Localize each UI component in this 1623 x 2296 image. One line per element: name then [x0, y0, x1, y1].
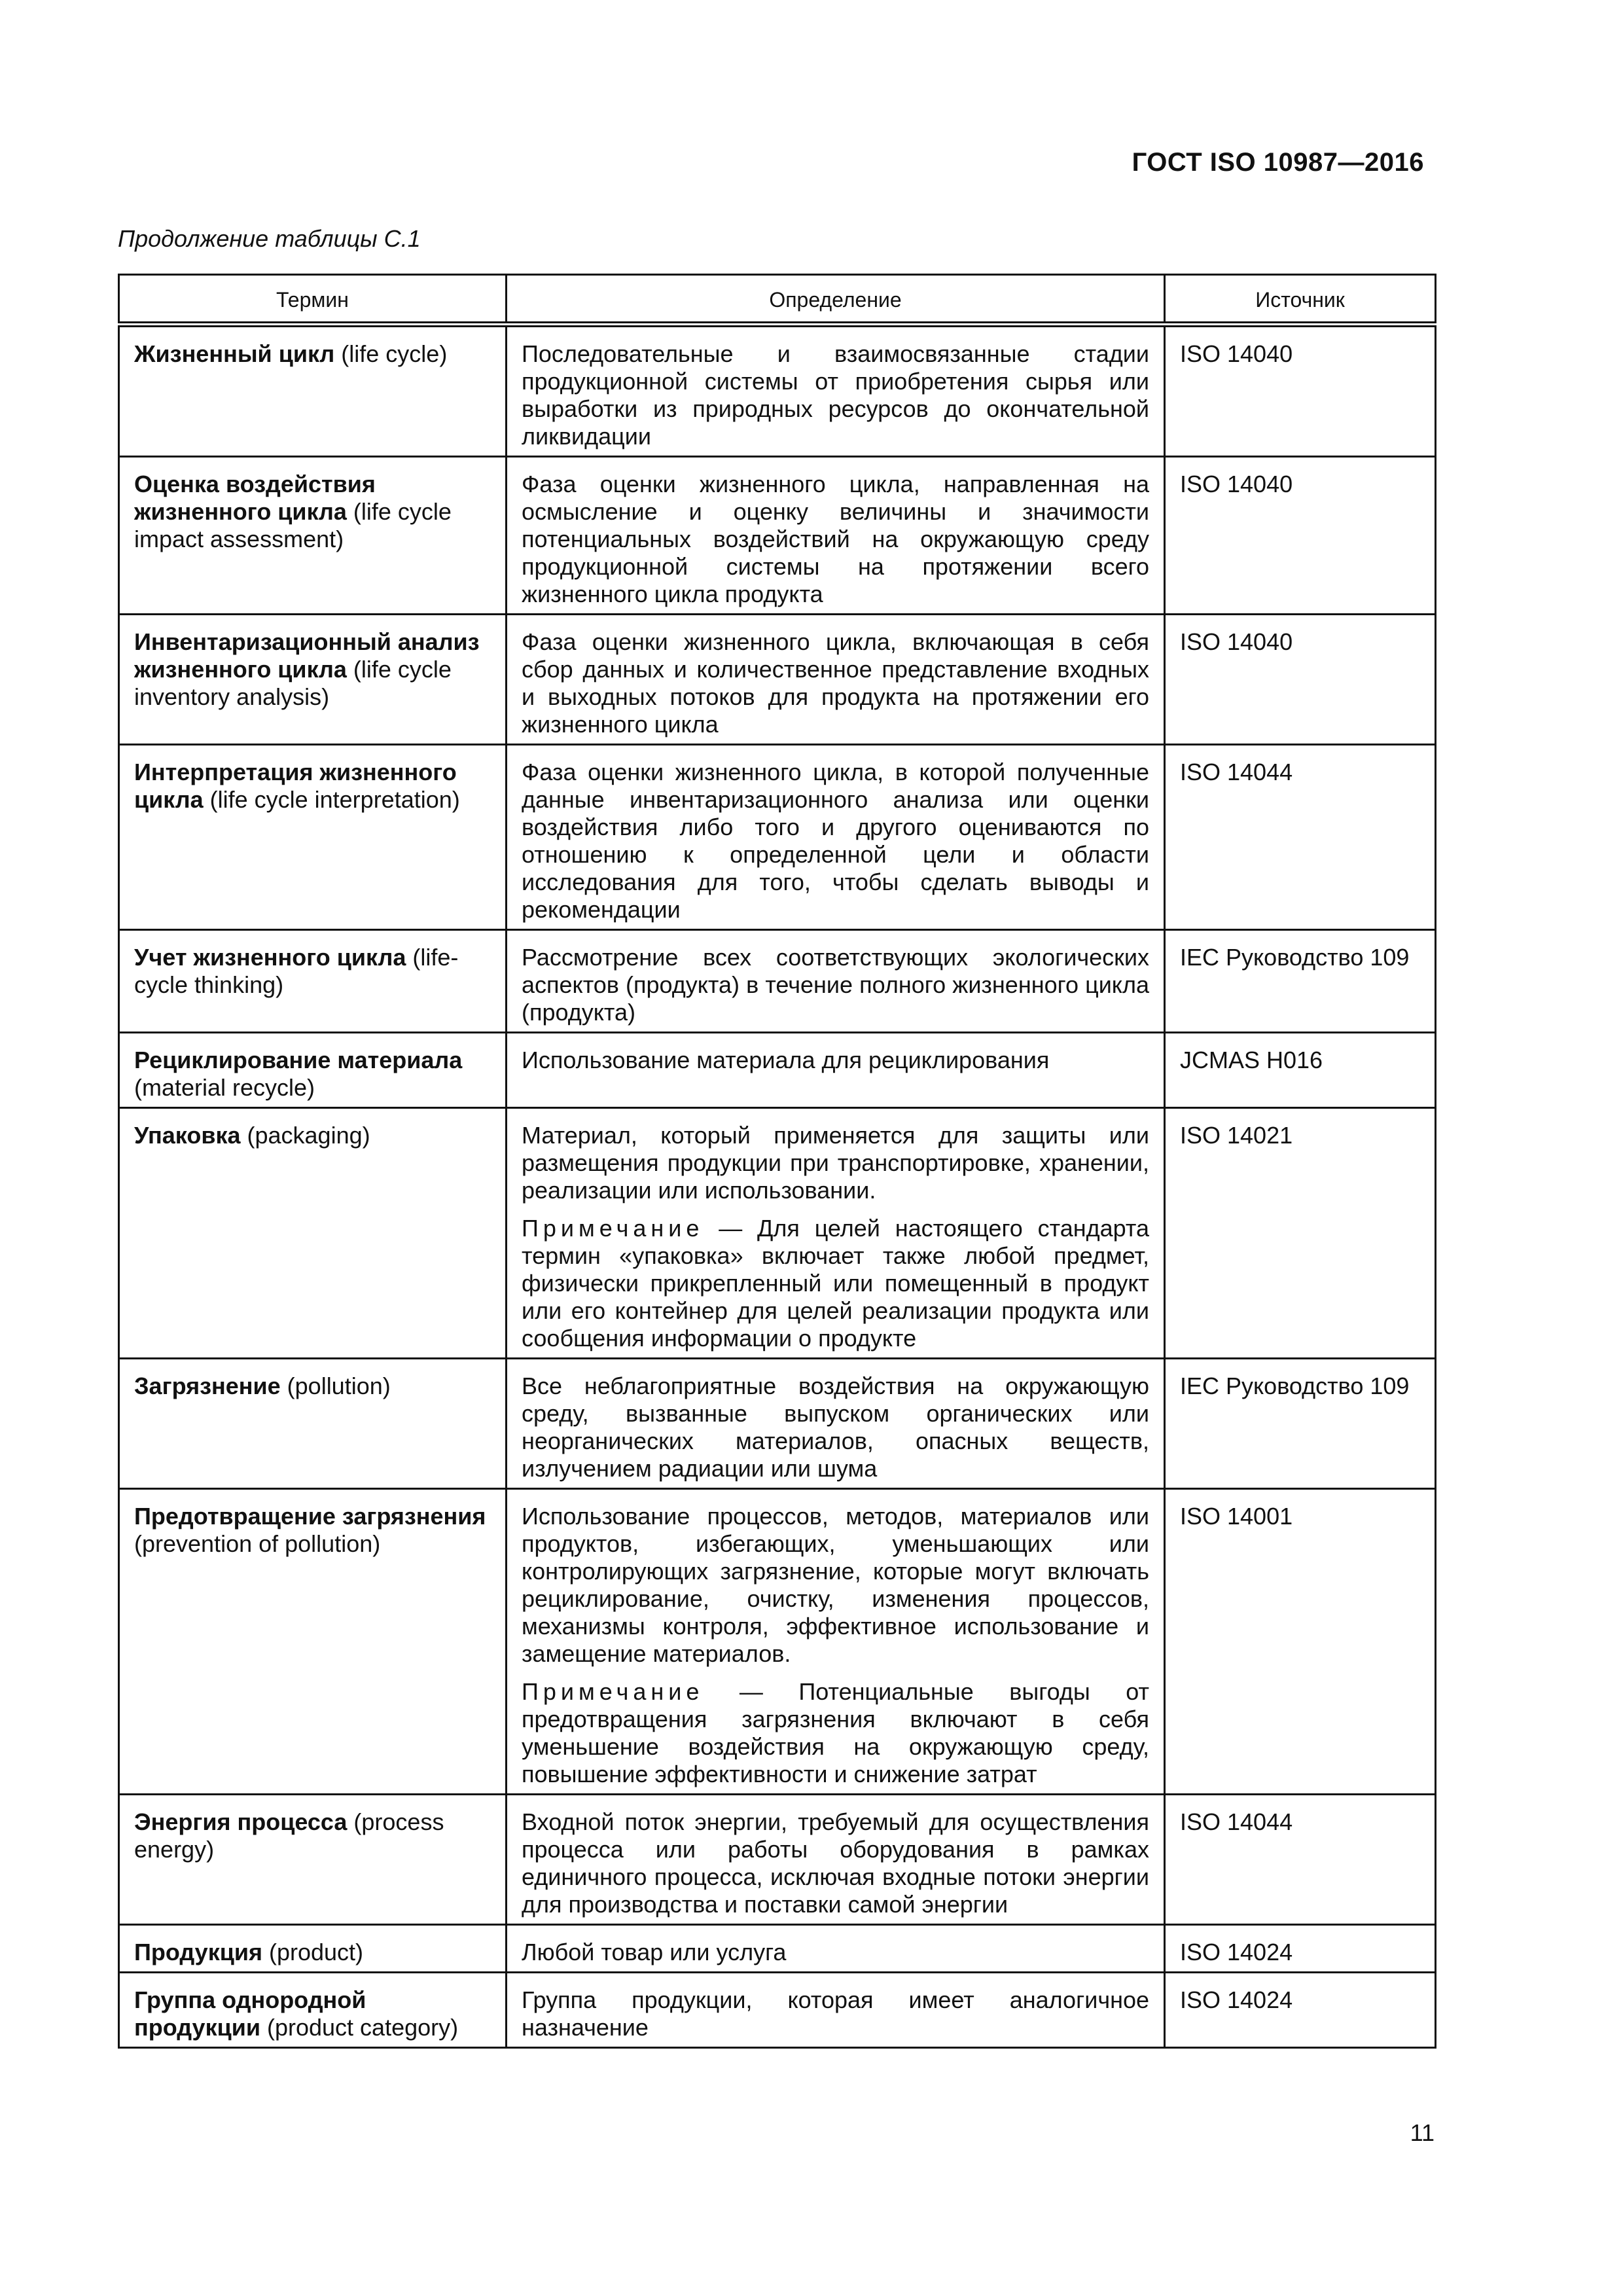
term-name: Инвентаризационный анализ жизненного цикла [134, 628, 480, 683]
definition-text: Использование материала для рециклирования [522, 1047, 1050, 1073]
table-row [119, 1033, 1436, 1108]
source-cell: JCMAS H016 [1165, 1033, 1436, 1108]
term-english: (product category) [260, 2014, 459, 2041]
source-cell: ISO 14044 [1165, 1795, 1436, 1925]
source-cell: ISO 14040 [1165, 457, 1436, 615]
table-caption: Продолжение таблицы С.1 [118, 225, 421, 252]
term-cell [119, 1489, 507, 1795]
column-header-definition: Определение [507, 275, 1165, 325]
term-name: Упаковка [134, 1122, 241, 1149]
note-label: Примечание [522, 1678, 704, 1705]
source-cell: ISO 14021 [1165, 1108, 1436, 1359]
term-cell [119, 457, 507, 615]
definition-text: Любой товар или услуга [522, 1939, 787, 1965]
definition-note [522, 1215, 1149, 1352]
term-cell [119, 1795, 507, 1925]
source-cell: IEC Руководство 109 [1165, 1359, 1436, 1489]
definition-cell [507, 615, 1165, 745]
term-english: (material recycle) [134, 1074, 315, 1101]
definition-cell [507, 1973, 1165, 2048]
term-name: Загрязнение [134, 1372, 281, 1399]
definition-text: Использование процессов, методов, материалов или продуктов, избегающих, уменьшающих или контролирующих загрязнение, которые могут включать рециклирование, очистку, изменения процессов, механизмы контроля, эффективное использование и замещение материалов. [522, 1503, 1149, 1667]
term-english: (life cycle impact assessment) [134, 498, 452, 552]
term-name: Оценка воздействия жизненного цикла [134, 471, 376, 525]
definition-cell [507, 1795, 1165, 1925]
source-cell: ISO 14001 [1165, 1489, 1436, 1795]
definition-text: Группа продукции, которая имеет аналогичное назначение [522, 1986, 1149, 2041]
term-cell [119, 745, 507, 930]
definition-text: Фаза оценки жизненного цикла, включающая в себя сбор данных и количественное представление входных и выходных потоков для продукта на протяжении его жизненного цикла [522, 628, 1149, 738]
table-row [119, 1795, 1436, 1925]
definition-text: Последовательные и взаимосвязанные стадии продукционной системы от приобретения сырья или выработки из природных ресурсов до окончательной ликвидации [522, 340, 1149, 450]
definition-cell [507, 457, 1165, 615]
definition-cell [507, 1359, 1165, 1489]
term-cell [119, 615, 507, 745]
term-name: Учет жизненного цикла [134, 944, 406, 971]
definition-cell [507, 1033, 1165, 1108]
definition-text: Материал, который применяется для защиты или размещения продукции при транспортировке, хранении, реализации или использовании. [522, 1122, 1149, 1204]
source-cell: ISO 14040 [1165, 325, 1436, 457]
term-english: (life cycle) [334, 340, 448, 367]
table-row [119, 930, 1436, 1033]
definition-text: Фаза оценки жизненного цикла, направленная на осмысление и оценку величины и значимости потенциальных воздействий на окружающую среду продукционной системы на протяжении всего жизненного цикла продукта [522, 471, 1149, 607]
term-name: Предотвращение загрязнения [134, 1503, 486, 1530]
table-row [119, 615, 1436, 745]
term-cell [119, 1108, 507, 1359]
definition-note [522, 1678, 1149, 1788]
term-name: Рециклирование материала [134, 1047, 463, 1073]
document-header: ГОСТ ISO 10987—2016 [1132, 148, 1424, 177]
definition-text: Фаза оценки жизненного цикла, в которой полученные данные инвентаризационного анализа или оценки воздействия либо того и другого оцениваются по отношению к определенной цели и области исследования для того, чтобы сделать выводы и рекомендации [522, 759, 1149, 923]
term-english: (pollution) [280, 1372, 391, 1399]
source-cell: ISO 14044 [1165, 745, 1436, 930]
term-english: (life cycle interpretation) [203, 786, 460, 813]
term-english: (process energy) [134, 1808, 444, 1863]
term-english: (life cycle inventory analysis) [134, 656, 452, 710]
note-label: Примечание [522, 1215, 704, 1242]
table-row [119, 1973, 1436, 2048]
term-english: (packaging) [240, 1122, 370, 1149]
term-name: Энергия процесса [134, 1808, 348, 1835]
source-cell: ISO 14024 [1165, 1925, 1436, 1973]
table-row [119, 1359, 1436, 1489]
definition-cell [507, 1925, 1165, 1973]
term-name: Группа однородной продукции [134, 1986, 366, 2041]
source-cell: ISO 14040 [1165, 615, 1436, 745]
term-english: (prevention of pollution) [134, 1530, 381, 1557]
table-row [119, 745, 1436, 930]
table-body [119, 325, 1436, 2048]
table-row [119, 325, 1436, 457]
term-cell [119, 325, 507, 457]
term-cell [119, 1925, 507, 1973]
page-number: 11 [1410, 2119, 1435, 2146]
terms-table [118, 274, 1436, 2049]
definition-cell [507, 745, 1165, 930]
note-text: — Для целей настоящего стандарта термин «упаковка» включает также любой предмет, физически прикрепленный или помещенный в продукт или его контейнер для целей реализации продукта или сообщения информации о продукте [522, 1215, 1149, 1352]
term-name: Интерпретация жизненного цикла [134, 759, 457, 813]
column-header-source: Источник [1165, 275, 1436, 325]
definition-cell [507, 1489, 1165, 1795]
term-name: Продукция [134, 1939, 262, 1965]
term-cell [119, 1033, 507, 1108]
definition-cell [507, 325, 1165, 457]
note-text: — Потенциальные выгоды от предотвращения загрязнения включают в себя уменьшение воздействия на окружающую среду, повышение эффективности и снижение затрат [522, 1678, 1149, 1787]
term-cell [119, 1359, 507, 1489]
table-row [119, 1925, 1436, 1973]
term-english: (life-cycle thinking) [134, 944, 459, 998]
column-header-term: Термин [119, 275, 507, 325]
definition-text: Рассмотрение всех соответствующих экологических аспектов (продукта) в течение полного жизненного цикла (продукта) [522, 944, 1149, 1026]
definition-text: Все неблагоприятные воздействия на окружающую среду, вызванные выпуском органических или неорганических материалов, опасных веществ, излучением радиации или шума [522, 1372, 1149, 1482]
term-cell [119, 1973, 507, 2048]
table-row [119, 457, 1436, 615]
source-cell: ISO 14024 [1165, 1973, 1436, 2048]
term-english: (product) [262, 1939, 364, 1965]
term-cell [119, 930, 507, 1033]
table-row [119, 1489, 1436, 1795]
table-row [119, 1108, 1436, 1359]
definition-cell [507, 1108, 1165, 1359]
source-cell: IEC Руководство 109 [1165, 930, 1436, 1033]
definition-text: Входной поток энергии, требуемый для осуществления процесса или работы оборудования в рамках единичного процесса, исключая входные потоки энергии для производства и поставки самой энергии [522, 1808, 1149, 1918]
table-header-row [119, 275, 1436, 325]
term-name: Жизненный цикл [134, 340, 335, 367]
table-header [119, 275, 1436, 325]
definition-cell [507, 930, 1165, 1033]
